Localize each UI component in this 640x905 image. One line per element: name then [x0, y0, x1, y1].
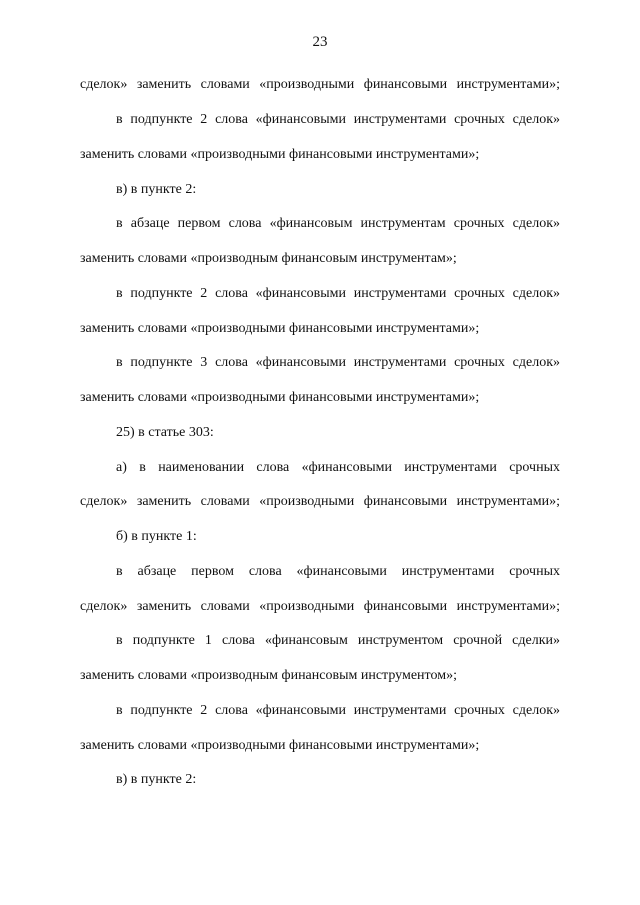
text-line: заменить словами «производными финансовыми инструментами»; — [80, 738, 480, 753]
text-line: сделок» заменить словами «производными финансовыми инструментами»; — [80, 599, 560, 614]
text-line: сделок» заменить словами «производными финансовыми инструментами»; — [80, 77, 560, 92]
text-line: сделок» заменить словами «производными финансовыми инструментами»; — [80, 494, 560, 509]
text-line: в абзаце первом слова «финансовыми инструментами срочных — [116, 564, 560, 579]
text-line: в подпункте 3 слова «финансовыми инструментами срочных сделок» — [116, 355, 560, 370]
text-line: в подпункте 2 слова «финансовыми инструментами срочных сделок» — [116, 286, 560, 301]
text-line: в) в пункте 2: — [116, 772, 197, 787]
page-number: 23 — [312, 34, 328, 50]
text-line: в подпункте 2 слова «финансовыми инструментами срочных сделок» — [116, 703, 560, 718]
text-line: в) в пункте 2: — [116, 182, 197, 197]
text-line: заменить словами «производным финансовым инструментом»; — [80, 668, 457, 683]
text-line: заменить словами «производными финансовыми инструментами»; — [80, 321, 480, 336]
text-line: 25) в статье 303: — [116, 425, 214, 440]
text-line: заменить словами «производным финансовым инструментам»; — [80, 251, 457, 266]
text-line: в абзаце первом слова «финансовым инструментам срочных сделок» — [116, 216, 560, 231]
text-line: заменить словами «производными финансовыми инструментами»; — [80, 147, 480, 162]
text-line: в подпункте 2 слова «финансовыми инструментами срочных сделок» — [116, 112, 560, 127]
text-line: б) в пункте 1: — [116, 529, 197, 544]
text-line: а) в наименовании слова «финансовыми инструментами срочных — [116, 460, 560, 475]
text-line: заменить словами «производными финансовыми инструментами»; — [80, 390, 480, 405]
text-line: в подпункте 1 слова «финансовым инструментом срочной сделки» — [116, 633, 560, 648]
